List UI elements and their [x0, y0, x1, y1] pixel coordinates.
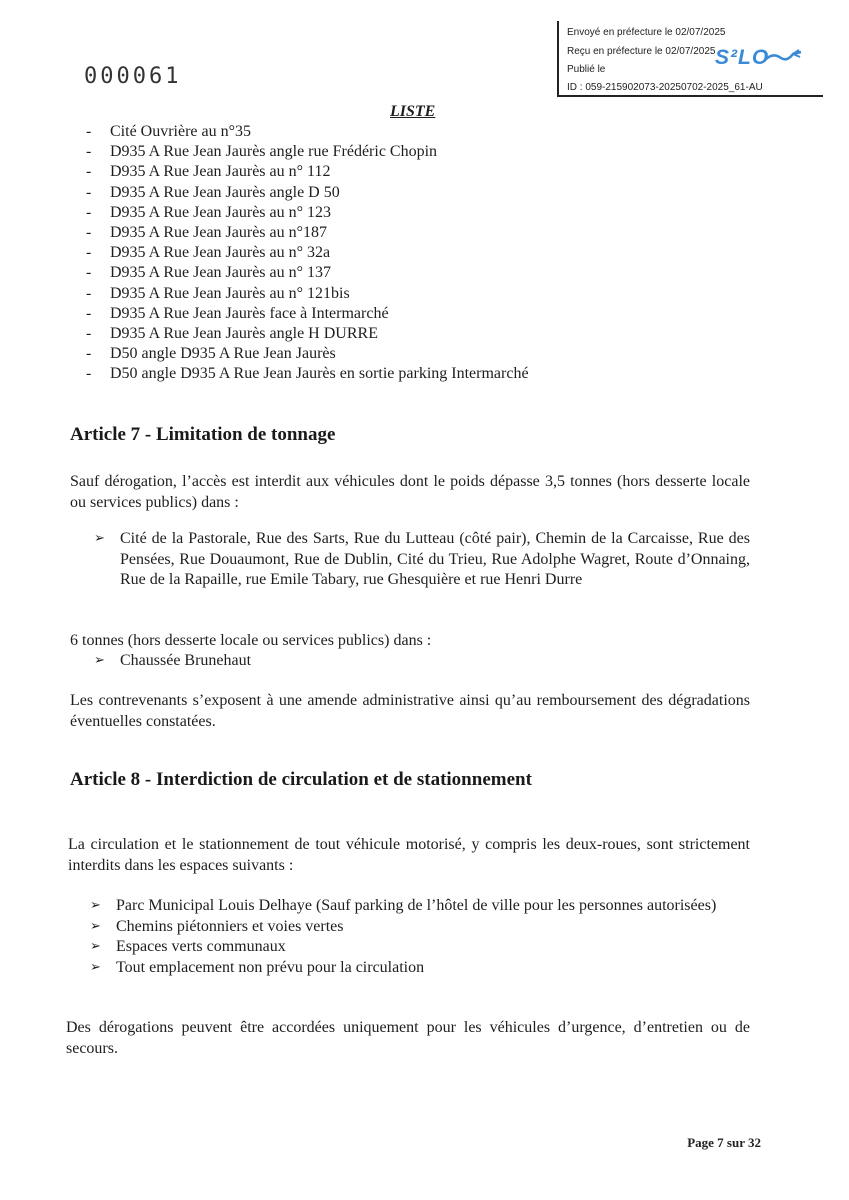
prefecture-stamp [557, 21, 823, 97]
s2lo-logo-text: S²LO [715, 46, 770, 69]
list-item-text: D935 A Rue Jean Jaurès au n° 112 [110, 163, 331, 181]
document-number: 000061 [84, 64, 182, 89]
list-item-text: D935 A Rue Jean Jaurès au n° 32a [110, 244, 331, 262]
list-item-text: D935 A Rue Jean Jaurès face à Intermarché [110, 304, 389, 322]
article-7-heading: Article 7 - Limitation de tonnage [70, 424, 336, 445]
article-7-penalty: Les contrevenants s’exposent à une amende administrative ainsi qu’au remboursement des dégradations éventuelles constatées. [70, 692, 750, 730]
dash-bullet: - [86, 324, 92, 342]
list-item-text: Espaces verts communaux [116, 938, 286, 955]
list-item [86, 324, 766, 344]
arrow-bullet-icon: ➢ [94, 531, 105, 546]
logo-swoosh-icon [763, 48, 803, 66]
list-item [86, 183, 766, 203]
arrow-bullet-icon: ➢ [90, 918, 101, 934]
dash-bullet: - [86, 183, 92, 201]
list-item [86, 162, 766, 182]
list-item [86, 223, 766, 243]
list-item-text: D935 A Rue Jean Jaurès angle rue Frédéric Chopin [110, 143, 438, 161]
list-item [94, 529, 750, 591]
stamp-received-line: Reçu en préfecture le 02/07/2025 [567, 46, 716, 57]
list-item-text: D935 A Rue Jean Jaurès angle D 50 [110, 183, 340, 201]
list-item-text: Tout emplacement non prévu pour la circulation [116, 958, 425, 976]
article-7-list-1 [94, 529, 750, 591]
dash-bullet: - [86, 365, 92, 383]
article-8-derogation: Des dérogations peuvent être accordées uniquement pour les véhicules d’urgence, d’entretien ou de secours. [66, 1019, 750, 1057]
list-item-text: D935 A Rue Jean Jaurès au n° 123 [110, 203, 332, 221]
list-item [86, 364, 766, 384]
list-item-text: D935 A Rue Jean Jaurès angle H DURRE [110, 324, 378, 342]
list-item-text: D935 A Rue Jean Jaurès au n°187 [110, 223, 328, 241]
list-item [90, 958, 750, 979]
list-title: LISTE [390, 103, 436, 120]
dash-bullet: - [86, 143, 92, 161]
list-item-text: D935 A Rue Jean Jaurès au n° 121bis [110, 284, 350, 302]
list-item [86, 344, 766, 364]
stamp-published-line: Publié le [567, 64, 606, 75]
article-8-intro: La circulation et le stationnement de tout véhicule motorisé, y compris les deux-roues, sont strictement interdits dans les espaces suivants : [68, 836, 750, 874]
s2lo-logo [715, 46, 769, 70]
location-list [86, 122, 766, 384]
dash-bullet: - [86, 223, 92, 241]
stamp-sent-line: Envoyé en préfecture le 02/07/2025 [567, 27, 726, 38]
list-item [86, 304, 766, 324]
dash-bullet: - [86, 264, 92, 282]
dash-bullet: - [86, 163, 92, 181]
arrow-bullet-icon: ➢ [94, 653, 105, 668]
article-8-heading: Article 8 - Interdiction de circulation et de stationnement [70, 769, 532, 790]
article-8-list [90, 896, 750, 978]
dash-bullet: - [86, 345, 92, 363]
list-item [86, 243, 766, 263]
arrow-bullet-icon: ➢ [90, 898, 101, 913]
dash-bullet: - [86, 304, 92, 322]
list-item [94, 651, 750, 672]
stamp-id-line: ID : 059-215902073-20250702-2025_61-AU [567, 82, 763, 93]
dash-bullet: - [86, 244, 92, 262]
list-item [90, 917, 750, 938]
arrow-bullet-icon: ➢ [90, 959, 101, 975]
list-item-text: Cité Ouvrière au n°35 [110, 123, 252, 140]
list-item [90, 896, 750, 917]
list-item-text: Chaussée Brunehaut [120, 652, 252, 669]
list-item-text: Cité de la Pastorale, Rue des Sarts, Rue du Lutteau (côté pair), Chemin de la Carcaisse, Rue des Pensées, Rue Douaumont, Rue de Dublin, Cité du Trieu, Rue Adolphe Wagret, Route d’Onnaing, Rue de la Rapaille, rue Emile Tabary, rue Ghesquière et rue Henri Durre [120, 530, 750, 588]
list-item-text: Parc Municipal Louis Delhaye (Sauf parking de l’hôtel de ville pour les personnes autorisées) [116, 897, 717, 914]
article-7-intro-2: 6 tonnes (hors desserte locale ou services publics) dans : [70, 632, 432, 649]
list-item [86, 122, 766, 142]
list-item-text: D935 A Rue Jean Jaurès au n° 137 [110, 264, 332, 282]
dash-bullet: - [86, 284, 92, 302]
article-7-list-2 [94, 651, 750, 672]
dash-bullet: - [86, 123, 92, 140]
list-item [86, 142, 766, 162]
page-number: Page 7 sur 32 [687, 1135, 761, 1150]
article-7-intro: Sauf dérogation, l’accès est interdit aux véhicules dont le poids dépasse 3,5 tonnes (hors desserte locale ou services publics) dans : [70, 473, 750, 511]
list-item [86, 203, 766, 223]
list-item [86, 284, 766, 304]
arrow-bullet-icon: ➢ [90, 939, 101, 954]
dash-bullet: - [86, 203, 92, 221]
list-item-text: D50 angle D935 A Rue Jean Jaurès en sortie parking Intermarché [110, 365, 529, 383]
list-item [86, 263, 766, 283]
list-item [90, 937, 750, 958]
list-item-text: Chemins piétonniers et voies vertes [116, 917, 344, 935]
list-item-text: D50 angle D935 A Rue Jean Jaurès [110, 345, 336, 363]
